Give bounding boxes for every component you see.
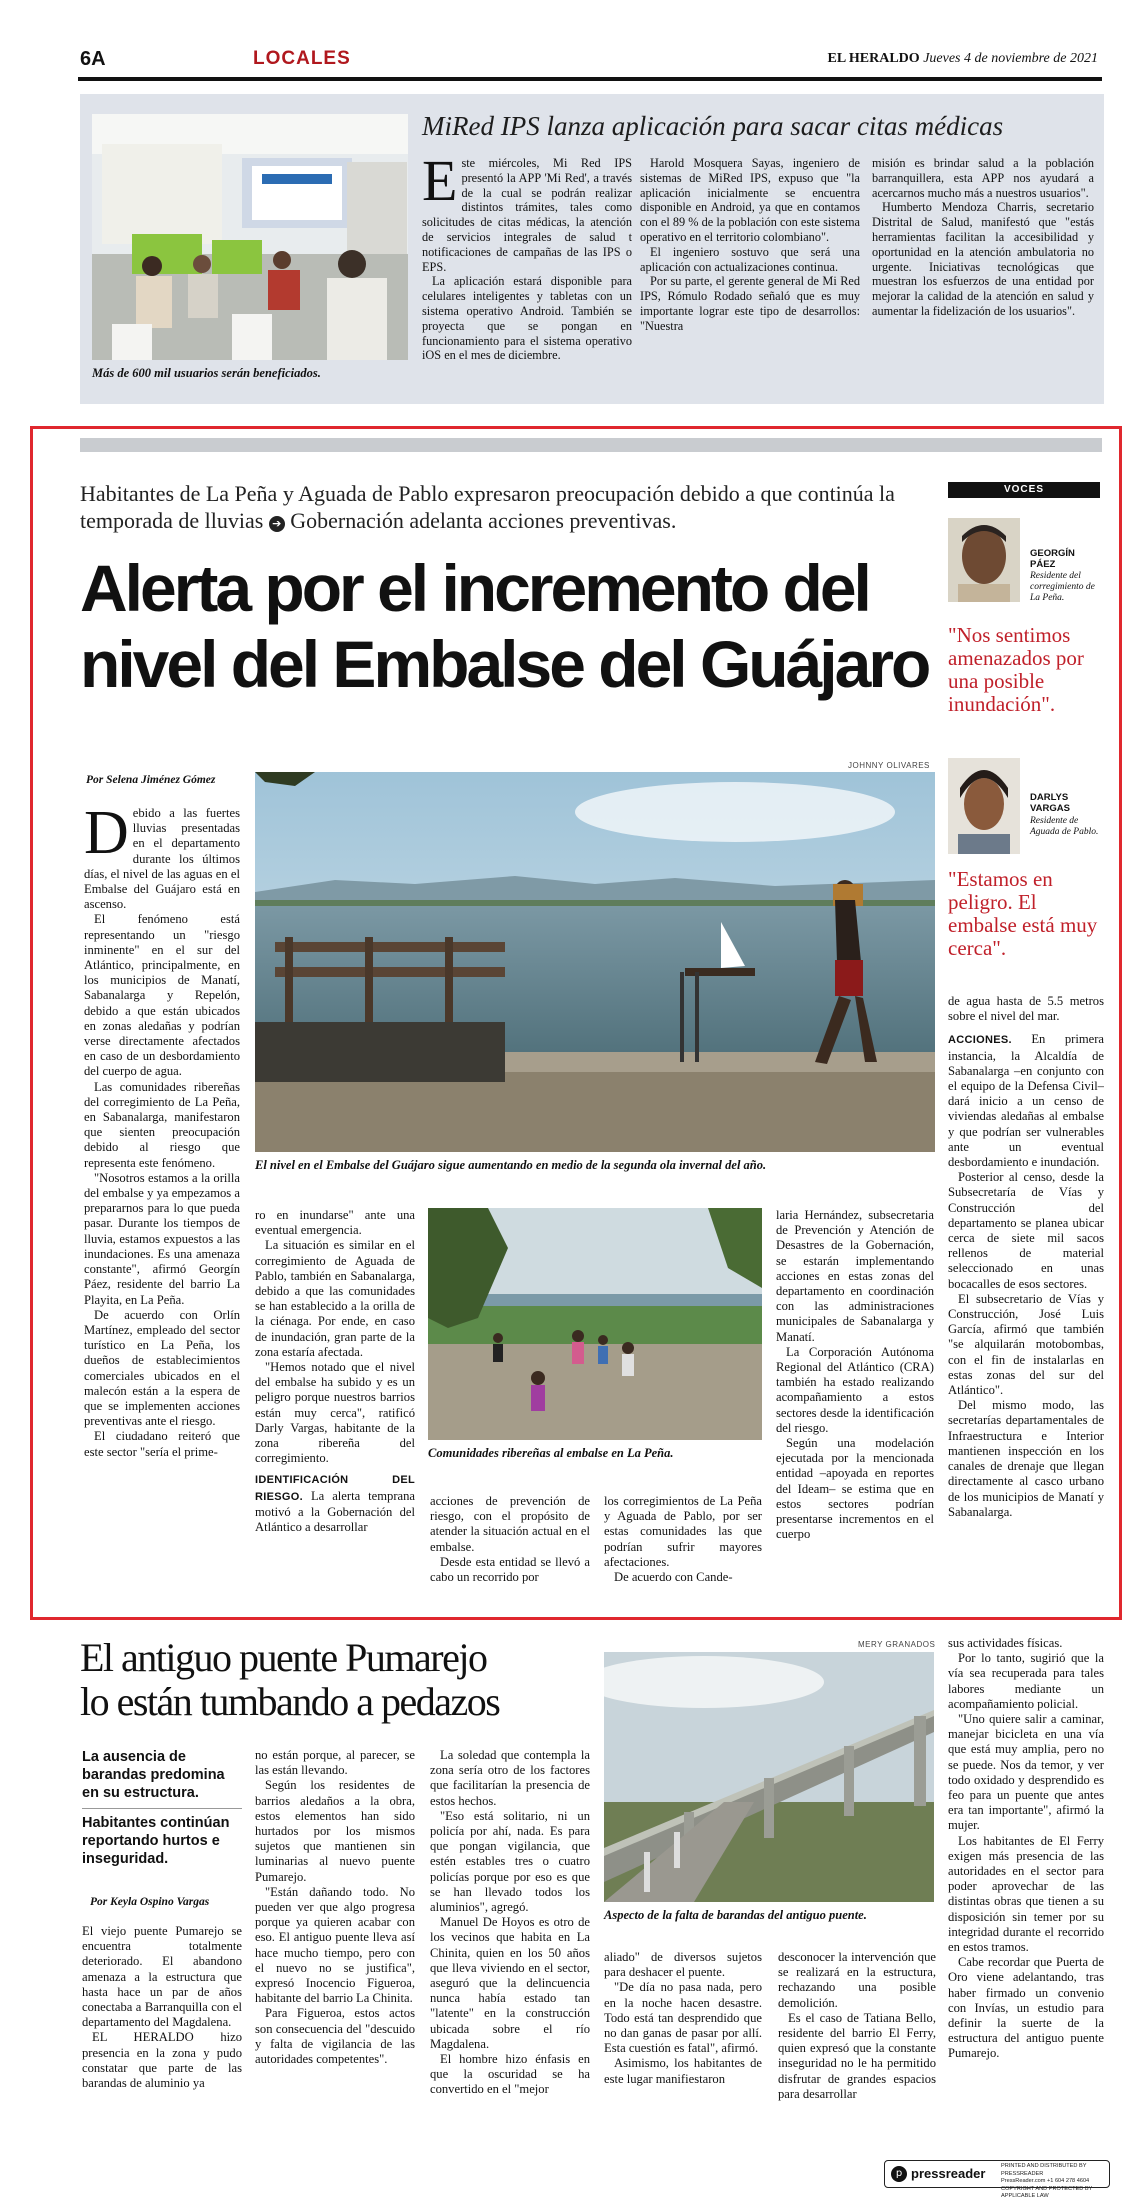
pressreader-footer <box>884 2160 1110 2199</box>
pumarejo-summary-2: Habitantes continúan reportando hurtos e inseguridad. <box>82 1815 230 1867</box>
paragraph: De acuerdo con Cande- <box>614 1570 733 1585</box>
paragraph: laria Hernández, subsecretaria de Prevención y Atención de Desastres de la Gobernación, se estarán implementando acciones en estas zonas del departamento en coordinación con las administraciones municipales de Sabanalarga y Manatí. <box>776 1208 934 1344</box>
guajaro-dropcap: D <box>84 806 129 867</box>
subhead-riesgo: IDENTIFICACIÓN DEL RIESGO. <box>255 1474 415 1503</box>
pumarejo-byline: Por Keyla Ospino Vargas <box>90 1896 210 1908</box>
pumarejo-col-4 <box>604 1950 762 2156</box>
paragraph: Por su parte, el gerente general de Mi Red IPS, Rómulo Rodado señaló que es muy importante lograr este tipo de desarrollos: "Nuestra <box>640 274 860 333</box>
paragraph: "De día no pasa nada, pero en la noche hacen desastre. Todo está tan desprendido que no dan ganas de pasar por allí. Esta cuestión es fatal", afirmó. <box>604 1980 762 2056</box>
paper-name: EL HERALDO <box>827 51 920 66</box>
paragraph: ro en inundarse" ante una eventual emergencia. <box>255 1208 415 1238</box>
story-mired-box <box>80 94 1104 404</box>
pumarejo-col-6 <box>948 1636 1104 2156</box>
issue-date: Jueves 4 de noviembre de 2021 <box>923 51 1098 66</box>
paragraph: La soledad que contempla la zona sería otro de los factores que facilitarían la presencia de estos hechos. <box>430 1748 590 1808</box>
paragraph: de agua hasta de 5.5 metros sobre el nivel del mar. <box>948 994 1104 1024</box>
paragraph: "Están dañando todo. No pueden ver que algo progresa porque ya quieren acabar con eso. El antiguo puente lleva así hace mucho tiempo, pero con el nuevo no se justifica", expresó Inocencio Figueroa, habitante del barrio La Chinita. <box>255 1884 415 2006</box>
note-line: COPYRIGHT AND PROTECTED BY APPLICABLE LAW <box>1001 2185 1093 2199</box>
paragraph: no están porque, al parecer, se las están llevando. <box>255 1748 415 1778</box>
darlys-name: DARLYS VARGAS <box>1030 792 1070 814</box>
pumarejo-photo-credit: MERY GRANADOS <box>858 1640 936 1649</box>
paragraph: Para Figueroa, estos actos son consecuencia del "descuido y falta de vigilancia de las autoridades competentes". <box>255 2006 415 2067</box>
pumarejo-col-3 <box>430 1748 590 2156</box>
paragraph: Humberto Mendoza Charris, secretario Distrital de Salud, manifestó que "estás herramientas facilitan la accesibilidad y oportunidad en la atención ambulatoria no urgente. Iniciativas tecnológicas que muestran los esfuerzos de una entidad por mejorar la calidad de la atención en salud y aumentar la fidelización de los usuarios". <box>872 200 1094 318</box>
headline-line-1: El antiguo puente Pumarejo <box>80 1635 487 1680</box>
mired-headline: MiRed IPS lanza aplicación para sacar citas médicas <box>422 111 1004 141</box>
paragraph-with-subhead <box>255 1472 415 1535</box>
paragraph: sus actividades físicas. <box>948 1636 1063 1650</box>
lake-photo <box>255 772 935 1152</box>
voces-title: VOCES <box>948 482 1100 498</box>
guajaro-col-3 <box>430 1494 590 1602</box>
guajaro-col-5 <box>776 1208 934 1602</box>
paragraph: Según los residentes de barrios aledaños a la obra, estos elementos han sido hurtados por los mismos sujetos que mantienen sin luminarias al nuevo puente Pumarejo. <box>255 1778 415 1884</box>
georgin-portrait <box>948 518 1020 602</box>
darlys-role: Residente de Aguada de Pablo. <box>1030 816 1099 837</box>
guajaro-col-4 <box>604 1494 762 1602</box>
paragraph: Del mismo modo, las secretarías departamentales de Infraestructura e Interior mantienen inspección en los canales de drenaje que llegan directamente al casco urbano de los municipios de Manatí y Sabanalarga. <box>948 1398 1104 1519</box>
mired-dropcap: E <box>422 156 458 213</box>
pumarejo-summary-1: La ausencia de barandas predomina en su estructura. <box>82 1749 225 1801</box>
paragraph: El hombre hizo énfasis en que la oscuridad se ha convertido en el "mejor <box>430 2052 590 2097</box>
bridge-photo-caption: Aspecto de la falta de barandas del antiguo puente. <box>604 1908 867 1922</box>
pumarejo-col-5 <box>778 1950 936 2156</box>
quote-2: "Estamos en peligro. El embalse está muy cerca". <box>948 867 1098 960</box>
paragraph: El ingeniero sostuvo que será una aplicación con actualizaciones continua. <box>640 244 860 274</box>
paragraph: "Nosotros estamos a la orilla del embalse y ya empezamos a prepararnos para lo que pueda pasar. Durante los tiempos de lluvia, estamos expuestos a las inundaciones. Es una amenaza constante", afirmó Georgín Páez, residente del barrio La Playita, en La Peña. <box>84 1170 240 1307</box>
header-rule <box>78 77 1102 81</box>
paragraph: Por lo tanto, sugirió que la vía sea recuperada para tales labores mediante un acompañamiento policial. <box>948 1651 1104 1711</box>
georgin-name: GEORGÍN PÁEZ <box>1030 548 1075 570</box>
page-number: 6A <box>80 48 106 70</box>
section-name: LOCALES <box>253 48 351 69</box>
paragraph: ste miércoles, Mi Red IPS presentó la APP 'Mi Red', a través de la cual se podrán realizar distintos trámites, tales como solicitudes de citas médicas, la atención de servicios integrales de salud t notificaciones de campañas de las IPS o EPS. <box>422 156 632 274</box>
mired-col-2 <box>640 156 860 396</box>
clinic-photo <box>92 114 408 360</box>
guajaro-col-6 <box>948 994 1104 1602</box>
paragraph: El ciudadano reiteró que este sector "sería el prime- <box>84 1429 240 1459</box>
paragraph: Desde esta entidad se llevó a cabo un recorrido por <box>430 1554 590 1585</box>
lake-photo-caption: El nivel en el Embalse del Guájaro sigue aumentando en medio de la segunda ola invernal del año. <box>255 1158 767 1172</box>
deck-text-2: Gobernación adelanta acciones preventivas. <box>290 508 677 533</box>
clinic-photo-caption: Más de 600 mil usuarios serán beneficiados. <box>92 366 321 380</box>
paragraph: Según una modelación ejecutada por la mencionada entidad –apoyada en reportes del Ideam– se estima que en estos sectores podrían presentarse incrementos en el cuerpo <box>776 1436 934 1542</box>
community-photo <box>428 1208 762 1440</box>
headline-line-1: Alerta por el incremento del <box>80 551 869 625</box>
pumarejo-col-1 <box>82 1924 242 2156</box>
guajaro-top-band <box>80 438 1102 452</box>
guajaro-col-2 <box>255 1208 415 1602</box>
paragraph: los corregimientos de La Peña y Aguada de Pablo, por ser estas comunidades las que podrían sufrir mayores afectaciones. <box>604 1494 762 1569</box>
pressreader-brand: pressreader <box>911 2166 986 2181</box>
paragraph-with-subhead <box>948 1032 1104 1170</box>
summary-divider <box>82 1808 242 1809</box>
paragraph: El viejo puente Pumarejo se encuentra totalmente deteriorado. El abandono amenaza a la estructura que hasta hace un par de años conectaba a Barranquilla con el departamento del Magdalena. <box>82 1924 242 2030</box>
paragraph: acciones de prevención de riesgo, con el propósito de atender la situación actual en el embalse. <box>430 1494 590 1554</box>
paragraph: "Hemos notado que el nivel del embalse ha subido y es un peligro porque nuestros barrios están muy cerca", ratificó Darly Vargas, habitante de la zona ribereña del corregimiento. <box>255 1360 415 1466</box>
quote-1: "Nos sentimos amenazados por una posible inundación". <box>948 623 1084 716</box>
georgin-role: Residente del corregimiento de La Peña. <box>1030 571 1095 603</box>
paragraph: El subsecretario de Vías y Construcción, José Luis García, afirmó que también "se alquilarán motobombas, con el fin de instalarlas en estas zonas del sur del Atlántico". <box>948 1291 1104 1398</box>
paragraph: La aplicación estará disponible para celulares inteligentes y tabletas con un sistema operativo Android. También se proyecta que se pongan en funcionamiento para el sistema operativo iOS en el mes de diciembre. <box>422 274 632 363</box>
byline: Por Selena Jiménez Gómez <box>86 774 216 786</box>
paragraph: Las comunidades ribereñas del corregimiento de La Peña, en Sabanalarga, manifestaron que sienten preocupación debido al riesgo que representa este fenómeno. <box>84 1079 240 1170</box>
paragraph: Cabe recordar que Puerta de Oro viene adelantando, tras haber firmado un convenio con Invías, un estudio para definir la suerte de la estructura del antiguo puente Pumarejo. <box>948 1955 1104 2061</box>
pressreader-notes <box>1001 2163 1109 2200</box>
paragraph: De acuerdo con Orlín Martínez, empleado del sector turístico en La Peña, los dueños de establecimientos comerciales ubicados en el malecón están a la espera de que se implementen acciones preventivas ante el riesgo. <box>84 1307 240 1429</box>
paragraph: Harold Mosquera Sayas, ingeniero de sistemas de MiRed IPS, expuso que "la aplicación inicialmente se encuentra disponible en Android, ya que en contamos con el 89 % de la población con este sistema operativo en el territorio colombiano". <box>640 156 860 244</box>
bridge-photo <box>604 1652 934 1902</box>
paragraph: misión es brindar salud a la población barranquillera, esta APP nos ayudará a acercarnos mucho más a nuestros usuarios". <box>872 156 1094 200</box>
pumarejo-headline <box>80 1636 600 1724</box>
paragraph: EL HERALDO hizo presencia en la zona y pudo constatar que parte de las barandas de aluminio ya <box>82 2030 242 2091</box>
paragraph: Posterior al censo, desde la Subsecretaría de Vías y Construcción del departamento se planea ubicar cerca de siete mil sacos rellenos de material seleccionado en unas bocacalles de esos sectores. <box>948 1170 1104 1291</box>
deck-text: Habitantes de La Peña y Aguada de Pablo expresaron preocupación debido a que continúa la temporada de lluvias <box>80 481 895 533</box>
paragraph: La Corporación Autónoma Regional del Atlántico (CRA) también ha estado realizando acompañamiento a estos sectores desde la identificación del riesgo. <box>776 1344 934 1435</box>
headline-line-2: lo están tumbando a pedazos <box>80 1679 500 1724</box>
paragraph-text: La alerta temprana motivó a la Gobernación del Atlántico a desarrollar <box>255 1488 415 1535</box>
arrow-icon: ➔ <box>269 516 285 532</box>
photo-credit: JOHNNY OLIVARES <box>848 761 930 770</box>
subhead-acciones: ACCIONES. <box>948 1034 1012 1047</box>
paragraph: El fenómeno está representando un "riesgo inminente" en el sur del Atlántico, principalmente, en los municipios de Manatí, Sabanalarga y Repelón, debido a que están ubicados en zonas aledañas y podrían verse directamente afectados en caso de un desbordamiento del cuerpo de agua. <box>84 912 240 1079</box>
guajaro-headline <box>80 550 960 702</box>
paragraph: Manuel De Hoyos es otro de los vecinos que habita en La Chinita, quien en los 50 años que lleva viviendo en el sector, aseguró que la delincuencia nunca había estado tan "latente" en la construcción ubicada sobre el río Magdalena. <box>430 1915 590 2051</box>
masthead-date <box>827 51 1098 67</box>
guajaro-col-1 <box>84 806 240 1600</box>
paragraph: La situación es similar en el corregimiento de Aguada de Pablo, también en Sabanalarga, debido a que las comunidades se han establecido a la orilla de la ciénaga. Por ende, en caso de inundación, gran parte de la zona estaría afectada. <box>255 1238 415 1359</box>
guajaro-deck <box>80 480 940 534</box>
community-photo-caption: Comunidades ribereñas al embalse en La Peña. <box>428 1446 674 1460</box>
paragraph: desconocer la intervención que se realizará en la estructura, rechazando una posible demolición. <box>778 1950 936 2010</box>
pumarejo-col-2 <box>255 1748 415 2156</box>
note-line: PRINTED AND DISTRIBUTED BY PRESSREADER <box>1001 2163 1087 2177</box>
paragraph-text: En primera instancia, la Alcaldía de Sabanalarga –en conjunto con el equipo de la Defensa Civil– dará inicio a un censo de viviendas aledañas al embalse y que podrían ser vulnerables ante un eventual desbordamiento e inundación. <box>948 1032 1104 1170</box>
mired-col-3 <box>872 156 1094 396</box>
paragraph: ebido a las fuertes lluvias presentadas en el departamento durante los últimos días, el nivel de las aguas en el Embalse del Guájaro está en ascenso. <box>84 806 240 912</box>
mired-col-1 <box>422 156 632 396</box>
note-line: PressReader.com +1 604 278 4604 <box>1001 2178 1090 2184</box>
paragraph: Asimismo, los habitantes de este lugar manifiestaron <box>604 2056 762 2086</box>
page-header <box>78 44 1102 82</box>
paragraph: Los habitantes de El Ferry exigen más presencia de las autoridades en el sector para poder aprovechar de las distintas obras que tienen a su disposición sin temer por su integridad durante el recorrido en estos tramos. <box>948 1833 1104 1955</box>
voces-sidebar <box>948 482 1100 982</box>
darlys-portrait <box>948 758 1020 854</box>
pressreader-logo-icon: p <box>891 2166 907 2182</box>
headline-line-2: nivel del Embalse del Guájaro <box>80 627 929 701</box>
paragraph: "Uno quiere salir a caminar, manejar bicicleta en una vía que está muy amplia, pero no se puede. Nos da temor, y ver todo oxidado y desprendido es feo para un puente que antes era tan importante", afirmó la mujer. <box>948 1712 1104 1833</box>
paragraph: "Eso está solitario, ni un policía por ahí, nada. Es para que pongan vigilancia, que estén estables tres o cuatro policías porque por eso es que se han llevado todos los aluminios", agregó. <box>430 1808 590 1915</box>
paragraph: aliado" de diversos sujetos para deshacer el puente. <box>604 1950 762 1980</box>
paragraph: Es el caso de Tatiana Bello, residente del barrio El Ferry, quien expresó que la constante inseguridad no le ha permitido disfrutar de grandes espacios para desarrollar <box>778 2010 936 2101</box>
